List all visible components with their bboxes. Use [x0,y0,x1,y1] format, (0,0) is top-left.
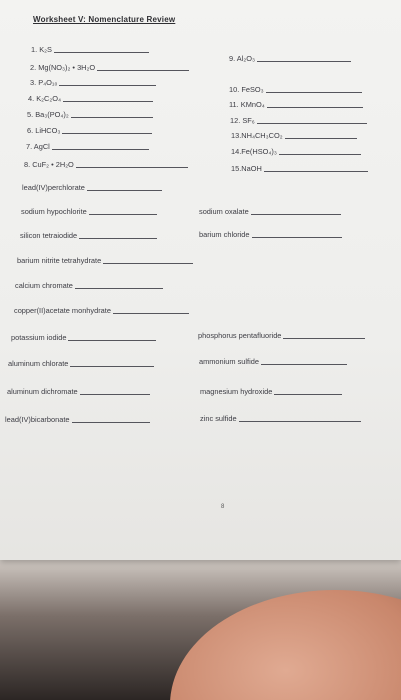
formula-item-11: 11. KMnO₄ [229,100,363,109]
name-item-13: aluminum dichromate [7,387,150,396]
answer-line[interactable] [68,340,156,341]
answer-line[interactable] [80,394,150,395]
answer-line[interactable] [54,52,149,53]
formula-item-3: 3. P₄O₁₀ [30,78,156,87]
name-item-8: copper(II)acetate monhydrate [14,306,189,315]
answer-line[interactable] [261,364,347,365]
formula-item-14: 14.Fe(HSO₄)₃ [231,147,361,156]
answer-line[interactable] [251,214,341,215]
answer-line[interactable] [71,117,153,118]
name-item-2: sodium hypochlorite [21,207,157,216]
answer-line[interactable] [113,313,189,314]
answer-line[interactable] [52,149,149,150]
answer-line[interactable] [59,85,156,86]
formula-item-7: 7. AgCl [26,142,149,151]
name-item-1: lead(IV)perchlorate [22,183,162,192]
name-item-6: barium nitrite tetrahydrate [17,256,193,265]
formula-item-1: 1. K₂S [31,45,149,54]
answer-line[interactable] [62,133,152,134]
worksheet-title: Worksheet V: Nomenclature Review [33,15,176,24]
answer-line[interactable] [97,70,189,71]
answer-line[interactable] [279,154,361,155]
answer-line[interactable] [283,338,365,339]
answer-line[interactable] [75,288,163,289]
answer-line[interactable] [103,263,193,264]
formula-item-10: 10. FeSO₃ [229,85,362,94]
formula-item-15: 15.NaOH [231,164,368,173]
formula-item-4: 4. K₂C₂O₄ [28,94,153,103]
answer-line[interactable] [70,366,154,367]
answer-line[interactable] [257,123,367,124]
answer-line[interactable] [79,238,157,239]
name-item-5: barium chloride [199,230,342,239]
name-item-11: aluminum chlorate [8,359,154,368]
formula-item-13: 13.NH₄CH₃CO₂ [231,131,357,140]
answer-line[interactable] [257,61,351,62]
answer-line[interactable] [264,171,368,172]
name-item-10: phosphorus pentafluoride [198,331,365,340]
formula-item-8: 8. CuF₂ • 2H₂O [24,160,188,169]
formula-item-12: 12. SF₆ [230,116,367,125]
answer-line[interactable] [89,214,157,215]
name-item-16: zinc sulfide [200,414,361,423]
name-item-12: ammonium sulfide [199,357,347,366]
name-item-4: silicon tetraiodide [20,231,157,240]
name-item-9: potassium iodide [11,333,156,342]
answer-line[interactable] [267,107,363,108]
answer-line[interactable] [252,237,342,238]
page-number: 8 [221,504,225,510]
name-item-14: magnesium hydroxide [200,387,342,396]
answer-line[interactable] [266,92,362,93]
answer-line[interactable] [72,422,150,423]
answer-line[interactable] [76,167,188,168]
formula-item-9: 9. Al₂O₃ [229,54,351,63]
name-item-15: lead(IV)bicarbonate [5,415,150,424]
name-item-3: sodium oxalate [199,207,341,216]
formula-item-2: 2. Mg(NO₃)₂ • 3H₂O [30,63,189,72]
answer-line[interactable] [274,394,342,395]
answer-line[interactable] [239,421,361,422]
formula-item-5: 5. Ba₃(PO₄)₂ [27,110,153,119]
answer-line[interactable] [87,190,162,191]
formula-item-6: 6. LiHCO₃ [27,126,152,135]
name-item-7: calcium chromate [15,281,163,290]
answer-line[interactable] [63,101,153,102]
answer-line[interactable] [285,138,357,139]
